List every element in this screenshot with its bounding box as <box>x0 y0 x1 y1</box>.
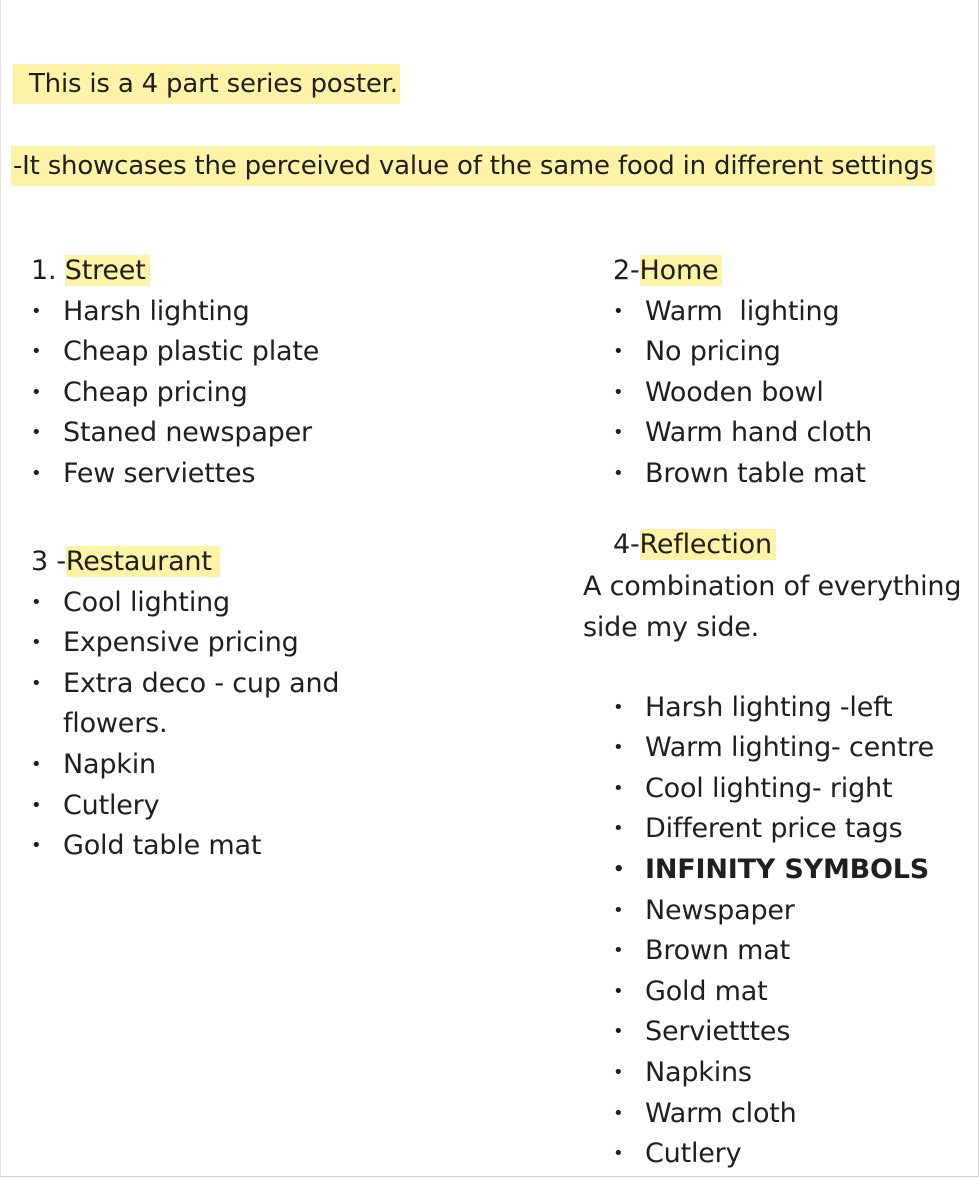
list-item: • Gold mat <box>613 972 973 1013</box>
list-item: • Expensive pricing <box>31 623 371 664</box>
section-title: Reflection <box>640 529 776 560</box>
list-item: • Warm cloth <box>613 1094 973 1135</box>
section-number: 1. <box>31 255 65 286</box>
list-item: • Napkins <box>613 1053 973 1094</box>
list-item: • Warm hand cloth <box>613 413 973 454</box>
list-item: • Harsh lighting <box>31 292 391 333</box>
list-item: • Harsh lighting -left <box>613 688 973 729</box>
list-item: • Cheap plastic plate <box>31 332 391 373</box>
intro-line-description: -It showcases the perceived value of the same food in different settings <box>11 146 935 186</box>
intro-line-series: This is a 4 part series poster. <box>13 64 400 104</box>
list-item: • Wooden bowl <box>613 373 973 414</box>
section-heading-reflection <box>583 525 973 566</box>
section-number: 3 - <box>31 546 66 577</box>
section-title: Street <box>65 255 150 286</box>
list-item: • Extra deco - cup and flowers. <box>31 664 371 745</box>
list-item: • Napkin <box>31 745 371 786</box>
section-restaurant <box>31 542 371 867</box>
list-item: • Cool lighting- right <box>613 769 973 810</box>
list-item: • Gold table mat <box>31 826 371 867</box>
list-item: • Staned newspaper <box>31 413 391 454</box>
section-number: 2- <box>613 255 640 286</box>
section-number: 4- <box>613 529 640 560</box>
list-item: • Different price tags <box>613 809 973 850</box>
bullet-list-street <box>31 292 391 495</box>
section-heading-street <box>31 251 391 292</box>
section-street <box>31 251 391 495</box>
list-item: • Cheap pricing <box>31 373 391 414</box>
list-item: • Warm lighting- centre <box>613 728 973 769</box>
section-title: Restaurant <box>66 546 220 577</box>
section-title: Home <box>640 255 723 286</box>
list-item: • Newspaper <box>613 891 973 932</box>
section-home <box>613 251 973 495</box>
section-heading-home <box>613 251 973 292</box>
list-item: • Cool lighting <box>31 583 371 624</box>
list-item: • Brown table mat <box>613 454 973 495</box>
list-item: • Brown mat <box>613 931 973 972</box>
list-item: • Cutlery <box>31 786 371 827</box>
reflection-description: A combination of everything side my side. <box>583 570 962 643</box>
list-item: • Servietttes <box>613 1012 973 1053</box>
section-heading-restaurant <box>31 542 371 583</box>
bullet-list-reflection <box>583 688 973 1175</box>
section-reflection <box>583 525 973 1175</box>
list-item: • INFINITY SYMBOLS <box>613 850 973 891</box>
list-item: • Cutlery <box>613 1134 973 1175</box>
bullet-list-restaurant <box>31 583 371 867</box>
list-item: • Warm lighting <box>613 292 973 333</box>
list-item: • Few serviettes <box>31 454 391 495</box>
list-item: • No pricing <box>613 332 973 373</box>
bullet-list-home <box>613 292 973 495</box>
